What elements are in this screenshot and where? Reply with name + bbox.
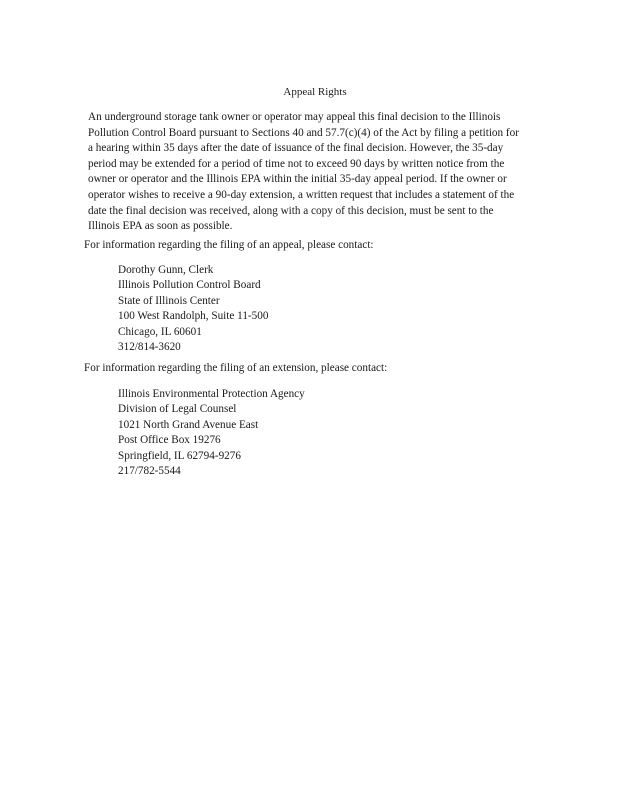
paragraph-line: Illinois EPA as soon as possible. [88,220,233,233]
extension-contact-address [118,387,305,479]
address-line: 312/814-3620 [118,341,181,354]
paragraph-line: period may be extended for a period of time not to exceed 90 days by written notice from the [88,157,505,170]
paragraph-line: owner or operator and the Illinois EPA within the initial 35-day appeal period. If the owner or [88,173,507,186]
address-line: 100 West Randolph, Suite 11-500 [118,310,269,323]
appeal-contact-lead: For information regarding the filing of an appeal, please contact: [84,239,374,251]
address-line: Springfield, IL 62794-9276 [118,449,241,462]
paragraph-line: An underground storage tank owner or operator may appeal this final decision to the Illinois [88,111,501,123]
address-line: Illinois Pollution Control Board [118,279,261,292]
paragraph-line: date the final decision was received, along with a copy of this decision, must be sent to the [88,204,494,217]
appeal-rights-paragraph [88,110,558,235]
address-line: State of Illinois Center [118,294,220,307]
address-line: Division of Legal Counsel [118,403,237,416]
address-line: Chicago, IL 60601 [118,325,202,338]
paragraph-line: operator wishes to receive a 90-day extension, a written request that includes a statement of the [88,188,515,201]
paragraph-line: a hearing within 35 days after the date of issuance of the final decision. However, the 35-day [88,142,504,155]
address-line: Post Office Box 19276 [118,434,221,447]
address-line: 217/782-5544 [118,465,181,478]
address-line: Dorothy Gunn, Clerk [118,264,214,276]
page-title: Appeal Rights [283,86,347,98]
address-line: 1021 North Grand Avenue East [118,418,259,431]
paragraph-line: Pollution Control Board pursuant to Sections 40 and 57.7(c)(4) of the Act by filing a petition for [88,126,519,139]
extension-contact-lead: For information regarding the filing of an extension, please contact: [84,362,388,374]
address-line: Illinois Environmental Protection Agency [118,388,305,400]
appeal-contact-address [118,263,268,355]
